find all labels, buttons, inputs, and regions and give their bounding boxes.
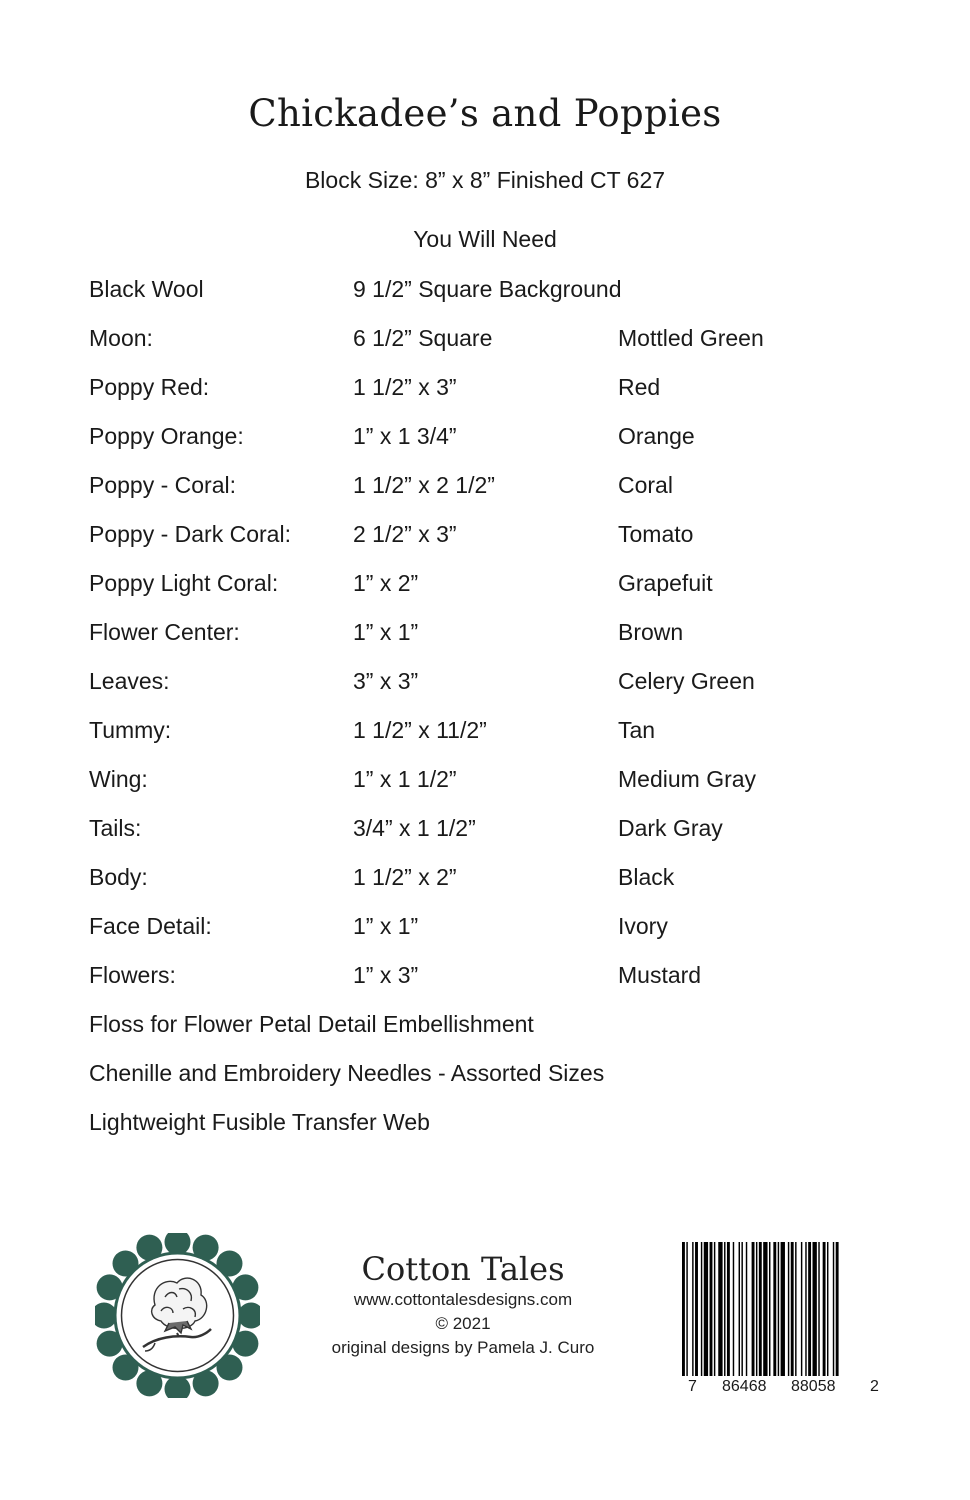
material-row — [89, 764, 909, 813]
barcode-bar — [682, 1242, 685, 1376]
material-row — [89, 813, 909, 862]
barcode-bar — [769, 1242, 770, 1376]
material-size: 1” x 1” — [353, 619, 419, 645]
barcode-bar — [701, 1242, 702, 1376]
barcode-digit-group-left: 86468 — [722, 1378, 767, 1395]
designer-credit: original designs by Pamela J. Curo — [331, 1338, 595, 1357]
block-size-subtitle: Block Size: 8” x 8” Finished CT 627 — [304, 167, 666, 193]
barcode-bar — [778, 1242, 779, 1376]
barcode-bar — [746, 1242, 747, 1376]
material-size: 1” x 3” — [353, 962, 419, 988]
barcode-bar — [727, 1242, 730, 1376]
barcode-bar — [823, 1242, 826, 1376]
material-size: 3” x 3” — [353, 668, 419, 694]
material-row — [89, 911, 909, 960]
material-item: Poppy Red: — [89, 374, 210, 400]
barcode-bar — [718, 1242, 722, 1376]
barcode-bar — [836, 1242, 839, 1376]
barcode-bar — [714, 1242, 715, 1376]
materials-list — [89, 274, 909, 1156]
material-color: Coral — [618, 472, 673, 498]
barcode-digit-lead: 7 — [688, 1378, 697, 1395]
barcode-bar — [818, 1242, 819, 1376]
material-size: 2 1/2” x 3” — [353, 521, 457, 547]
material-item: Leaves: — [89, 668, 170, 694]
material-size: 1” x 1 1/2” — [353, 766, 457, 792]
barcode-digits — [670, 1378, 882, 1402]
material-item: Moon: — [89, 325, 153, 351]
material-row — [89, 568, 909, 617]
material-color: Black — [618, 864, 675, 890]
material-size: 3/4” x 1 1/2” — [353, 815, 476, 841]
material-size: 1” x 1 3/4” — [353, 423, 457, 449]
barcode-bar — [756, 1242, 757, 1376]
material-color: Orange — [618, 423, 695, 449]
material-color: Grapefuit — [618, 570, 713, 596]
barcode-bar — [833, 1242, 834, 1376]
note-floss: Floss for Flower Petal Detail Embellishment — [89, 1011, 534, 1037]
material-color: Mottled Green — [618, 325, 764, 351]
barcode-bar — [739, 1242, 740, 1376]
material-row — [89, 470, 909, 519]
material-color: Red — [618, 374, 661, 400]
material-item: Flowers: — [89, 962, 176, 988]
barcode-icon — [670, 1240, 882, 1404]
material-item: Wing: — [89, 766, 148, 792]
material-color: Mustard — [618, 962, 702, 988]
brand-name: Cotton Tales — [361, 1250, 565, 1288]
barcode-bar — [773, 1242, 776, 1376]
material-row — [89, 274, 909, 323]
barcode-bar — [827, 1242, 828, 1376]
material-color: Ivory — [618, 913, 668, 939]
material-color: Celery Green — [618, 668, 755, 694]
material-size: 1” x 1” — [353, 913, 419, 939]
barcode-bar — [813, 1242, 817, 1376]
barcode-bar — [791, 1242, 794, 1376]
material-color: Tan — [618, 717, 656, 743]
material-item: Tails: — [89, 815, 142, 841]
material-row — [89, 715, 909, 764]
material-size: 1” x 2” — [353, 570, 419, 596]
material-color: Brown — [618, 619, 684, 645]
barcode-bar — [704, 1242, 708, 1376]
barcode-bar — [781, 1242, 785, 1376]
barcode-bar — [695, 1242, 698, 1376]
barcode-bars — [670, 1240, 882, 1380]
note-transfer-web: Lightweight Fusible Transfer Web — [89, 1109, 430, 1135]
material-row — [89, 323, 909, 372]
material-row — [89, 421, 909, 470]
material-item: Poppy Orange: — [89, 423, 244, 449]
material-color: Tomato — [618, 521, 694, 547]
barcode-bar — [801, 1242, 802, 1376]
company-info — [322, 1250, 604, 1360]
barcode-bar — [686, 1242, 687, 1376]
material-item: Tummy: — [89, 717, 172, 743]
material-size: 1 1/2” x 3” — [353, 374, 457, 400]
material-row — [89, 372, 909, 421]
material-item: Face Detail: — [89, 913, 212, 939]
copyright: © 2021 — [435, 1314, 491, 1333]
barcode-bar — [759, 1242, 762, 1376]
material-size: 1 1/2” x 11/2” — [353, 717, 487, 743]
barcode-bar — [741, 1242, 742, 1376]
barcode-bar — [752, 1242, 755, 1376]
material-item: Poppy - Dark Coral: — [89, 521, 291, 547]
material-item: Flower Center: — [89, 619, 240, 645]
material-size: 1 1/2” x 2 1/2” — [353, 472, 495, 498]
material-row — [89, 519, 909, 568]
cotton-boll-logo-icon — [95, 1233, 260, 1398]
material-row — [89, 960, 909, 1009]
website-link[interactable]: www.cottontalesdesigns.com — [353, 1290, 573, 1309]
barcode-bar — [805, 1242, 806, 1376]
barcode-digit-check: 2 — [870, 1378, 879, 1395]
barcode-bar — [795, 1242, 796, 1376]
material-item: Black Wool — [89, 276, 204, 302]
material-color: Dark Gray — [618, 815, 723, 841]
material-row — [89, 666, 909, 715]
material-item: Poppy Light Coral: — [89, 570, 279, 596]
material-item: Body: — [89, 864, 148, 890]
material-item: Poppy - Coral: — [89, 472, 237, 498]
material-size: 9 1/2” Square Background — [353, 276, 622, 302]
barcode-bar — [724, 1242, 725, 1376]
barcode-bar — [788, 1242, 789, 1376]
material-size: 6 1/2” Square — [353, 325, 493, 351]
material-row — [89, 862, 909, 911]
page-title: Chickadee’s and Poppies — [248, 92, 722, 135]
material-color: Medium Gray — [618, 766, 757, 792]
note-needles: Chenille and Embroidery Needles - Assorted Sizes — [89, 1060, 605, 1086]
barcode-bar — [710, 1242, 713, 1376]
material-row — [89, 617, 909, 666]
barcode-bar — [808, 1242, 811, 1376]
barcode-bar — [733, 1242, 734, 1376]
barcode-bar — [763, 1242, 767, 1376]
barcode-digit-group-right: 88058 — [791, 1378, 836, 1395]
material-size: 1 1/2” x 2” — [353, 864, 457, 890]
section-heading: You Will Need — [413, 226, 557, 252]
barcode-bar — [692, 1242, 693, 1376]
